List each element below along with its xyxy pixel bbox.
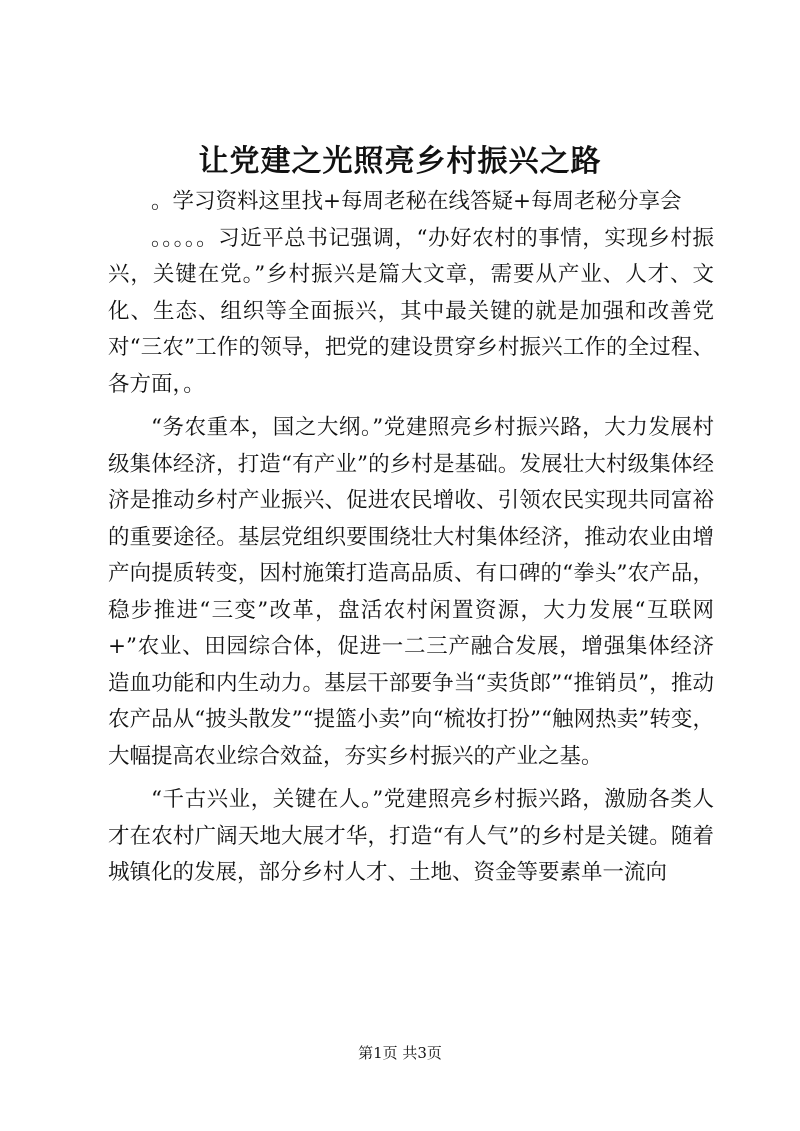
paragraph-intro: 。学习资料这里找+每周老秘在线答疑+每周老秘分享会 (151, 189, 682, 214)
document-title: 让党建之光照亮乡村振兴之路 (198, 144, 602, 179)
page-footer: 第1页 共3页 (358, 1044, 442, 1062)
paragraph-quote: 。。。。。习近平总书记强调，“办好农村的事情，实现乡村振兴，关键在党。”乡村振兴是篇大文章，需要从产业、人才、文化、生态、组织等全面振兴，其中最关键的就是加强和改善党对“三农”工作的领导，把党的建设贯穿乡村振兴工作的全过程、各方面，。 (108, 225, 714, 397)
paragraph-talent: “千古兴业，关键在人。”党建照亮乡村振兴路，激励各类人才在农村广阔天地大展才华，打造“有人气”的乡村是关键。随着城镇化的发展，部分乡村人才、土地、资金等要素单一流向 (108, 787, 714, 885)
document-body (108, 184, 714, 892)
paragraph-industry: “务农重本，国之大纲。”党建照亮乡村振兴路，大力发展村级集体经济，打造“有产业”的乡村是基础。发展壮大村级集体经济是推动乡村产业振兴、促进农民增收、引领农民实现共同富裕的重要途径。基层党组织要围绕壮大村集体经济，推动农业由增产向提质转变，因村施策打造高品质、有口碑的“拳头”农产品，稳步推进“三变”改革，盘活农村闲置资源，大力发展“互联网+”农业、田园综合体，促进一二三产融合发展，增强集体经济造血功能和内生动力。基层干部要争当“卖货郎”“推销员”，推动农产品从“披头散发”“提篮小卖”向“梳妆打扮”“触网热卖”转变，大幅提高农业综合效益，夯实乡村振兴的产业之基。 (108, 415, 714, 769)
